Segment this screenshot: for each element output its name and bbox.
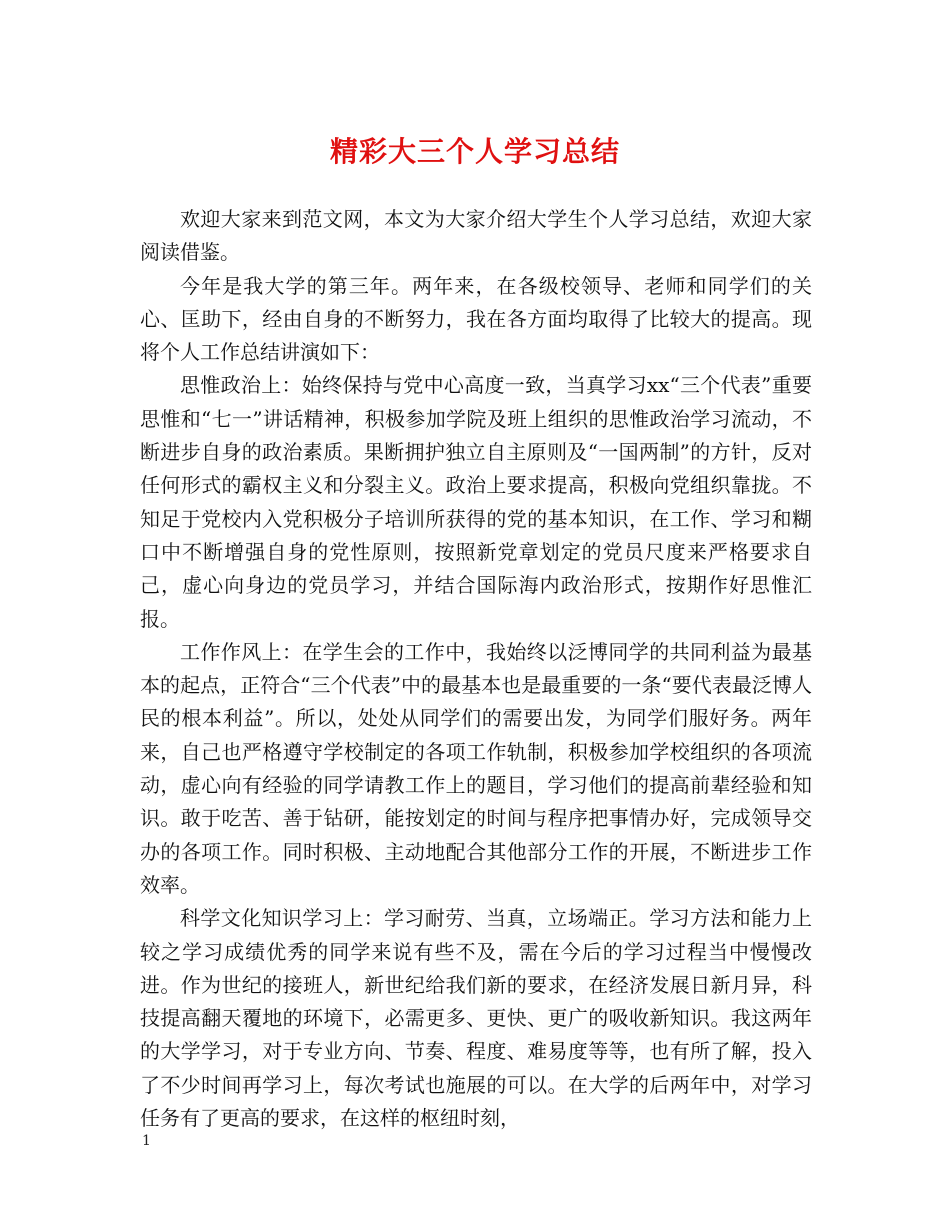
paragraph-overview: 今年是我大学的第三年。两年来，在各级校领导、老师和同学们的关心、匡助下，经由自身的不断努力，我在各方面均取得了比较大的提高。现将个人工作总结讲演如下：	[140, 273, 812, 365]
paragraph-study: 科学文化知识学习上：学习耐劳、当真，立场端正。学习方法和能力上较之学习成绩优秀的同学来说有些不及，需在今后的学习过程当中慢慢改进。作为世纪的接班人，新世纪给我们新的要求，在经济发展日新月异，科技提高翻天覆地的环境下，必需更多、更快、更广的吸收新知识。我这两年的大学学习，对于专业方向、节奏、程度、难易度等等，也有所了解，投入了不少时间再学习上，每次考试也施展的可以。在大学的后两年中，对学习任务有了更高的要求，在这样的枢纽时刻，	[140, 906, 812, 1131]
paragraph-political: 思惟政治上：始终保持与党中心高度一致，当真学习xx“三个代表”重要思惟和“七一”讲话精神，积极参加学院及班上组织的思惟政治学习流动，不断进步自身的政治素质。果断拥护独立自主原则及“一国两制”的方针，反对任何形式的霸权主义和分裂主义。政治上要求提高，积极向党组织靠拢。不知足于党校内入党积极分子培训所获得的党的基本知识，在工作、学习和糊口中不断增强自身的党性原则，按照新党章划定的党员尺度来严格要求自己，虚心向身边的党员学习，并结合国际海内政治形式，按期作好思惟汇报。	[140, 373, 812, 631]
paragraph-work-style: 工作作风上：在学生会的工作中，我始终以泛博同学的共同利益为最基本的起点，正符合“三个代表”中的最基本也是最重要的一条“要代表最泛博人民的根本利益”。所以，处处从同学们的需要出发，为同学们服好务。两年来，自己也严格遵守学校制定的各项工作轨制，积极参加学校组织的各项流动，虚心向有经验的同学请教工作上的题目，学习他们的提高前辈经验和知识。敢于吃苦、善于钻研，能按划定的时间与程序把事情办好，完成领导交办的各项工作。同时积极、主动地配合其他部分工作的开展，不断进步工作效率。	[140, 639, 812, 897]
paragraph-intro: 欢迎大家来到范文网，本文为大家介绍大学生个人学习总结，欢迎大家阅读借鉴。	[140, 207, 812, 265]
document-title: 精彩大三个人学习总结	[329, 135, 620, 168]
page-number: 1	[142, 1133, 151, 1149]
document-body	[140, 203, 812, 1135]
